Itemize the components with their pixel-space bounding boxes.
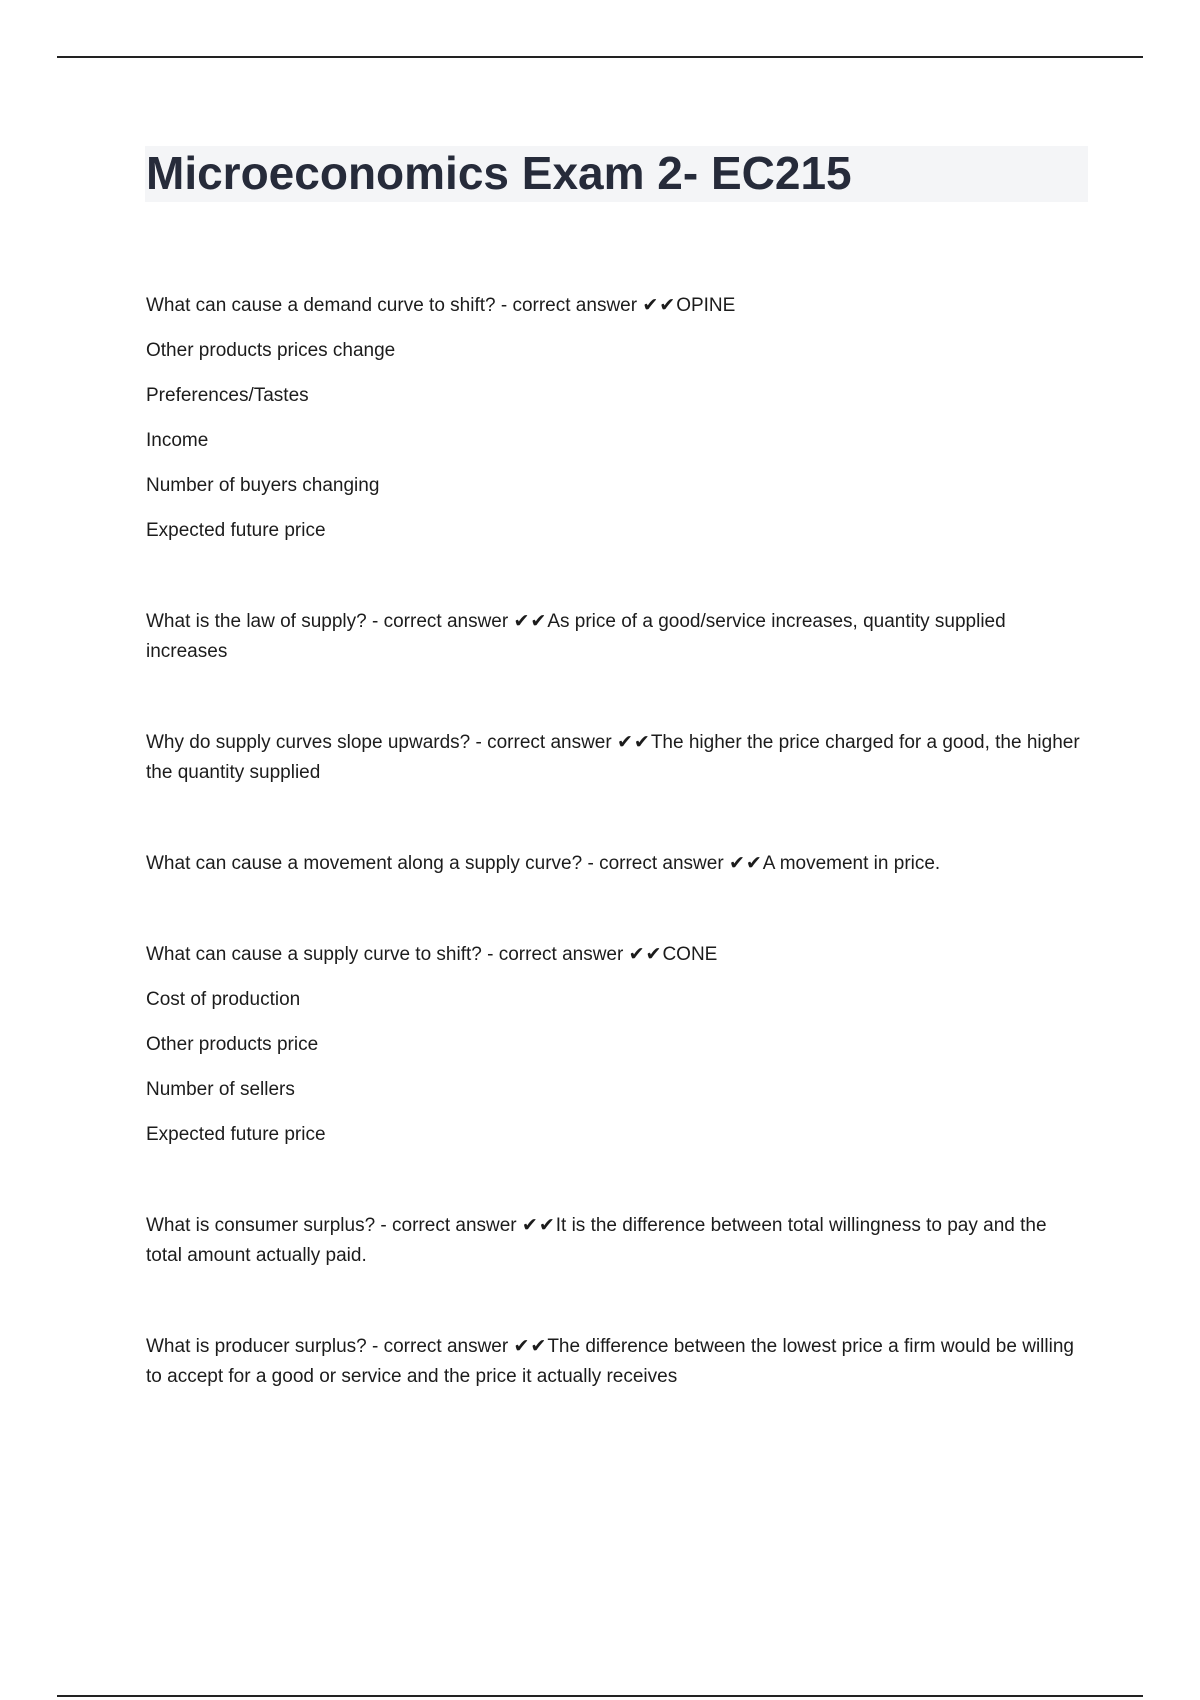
- double-check-icon: ✔✔: [616, 732, 651, 753]
- question-text: What can cause a supply curve to shift? - correct answer: [146, 944, 629, 965]
- answer-text: A movement in price.: [762, 853, 941, 874]
- qa-item-demand-shift: [146, 291, 1086, 546]
- answer-text: As price of a good/service increases, quantity supplied increases: [146, 611, 1006, 662]
- question-text: Why do supply curves slope upwards? - correct answer: [146, 732, 617, 753]
- question-line: [146, 291, 1086, 321]
- double-check-icon: ✔✔: [628, 944, 663, 965]
- qa-item-supply-shift: [146, 940, 1086, 1150]
- answer-list-item: Income: [146, 430, 209, 451]
- document-title: Microeconomics Exam 2- EC215: [146, 147, 852, 199]
- answer-list-item: Other products prices change: [146, 340, 396, 361]
- qa-item-supply-movement: [146, 849, 1086, 879]
- qa-list: [146, 291, 1086, 1392]
- question-text: What is the law of supply? - correct answer: [146, 611, 514, 632]
- question-text: What can cause a demand curve to shift? - correct answer: [146, 295, 643, 316]
- question-line: [146, 728, 1086, 788]
- answer-list-item: Other products price: [146, 1034, 319, 1055]
- answer-list-item: Cost of production: [146, 989, 301, 1010]
- question-line: [146, 607, 1086, 667]
- question-text: What can cause a movement along a supply curve? - correct answer: [146, 853, 729, 874]
- answer-text: OPINE: [676, 295, 736, 316]
- qa-item-consumer-surplus: [146, 1211, 1086, 1271]
- answer-list-item: Preferences/Tastes: [146, 385, 309, 406]
- answer-list-item: Expected future price: [146, 520, 326, 541]
- page-bottom-rule: [57, 1695, 1143, 1697]
- question-line: [146, 849, 1086, 879]
- page-top-rule: [57, 56, 1143, 58]
- answer-text: The difference between the lowest price a firm would be willing to accept for a good or service and the price it actually receives: [146, 1336, 1074, 1387]
- double-check-icon: ✔✔: [642, 295, 677, 316]
- question-line: [146, 940, 1086, 970]
- answer-text: CONE: [662, 944, 718, 965]
- answer-text: It is the difference between total willingness to pay and the total amount actually paid.: [146, 1215, 1047, 1266]
- answer-text: The higher the price charged for a good, the higher the quantity supplied: [146, 732, 1080, 783]
- answer-list-item: Number of sellers: [146, 1079, 295, 1100]
- double-check-icon: ✔✔: [521, 1215, 556, 1236]
- question-line: [146, 1211, 1086, 1271]
- qa-item-supply-slope: [146, 728, 1086, 788]
- double-check-icon: ✔✔: [513, 611, 548, 632]
- qa-item-law-of-supply: [146, 607, 1086, 667]
- qa-item-producer-surplus: [146, 1332, 1086, 1392]
- double-check-icon: ✔✔: [513, 1336, 548, 1357]
- double-check-icon: ✔✔: [728, 853, 763, 874]
- answer-list-item: Expected future price: [146, 1124, 326, 1145]
- question-line: [146, 1332, 1086, 1392]
- answer-list-item: Number of buyers changing: [146, 475, 380, 496]
- question-text: What is consumer surplus? - correct answer: [146, 1215, 522, 1236]
- question-text: What is producer surplus? - correct answer: [146, 1336, 514, 1357]
